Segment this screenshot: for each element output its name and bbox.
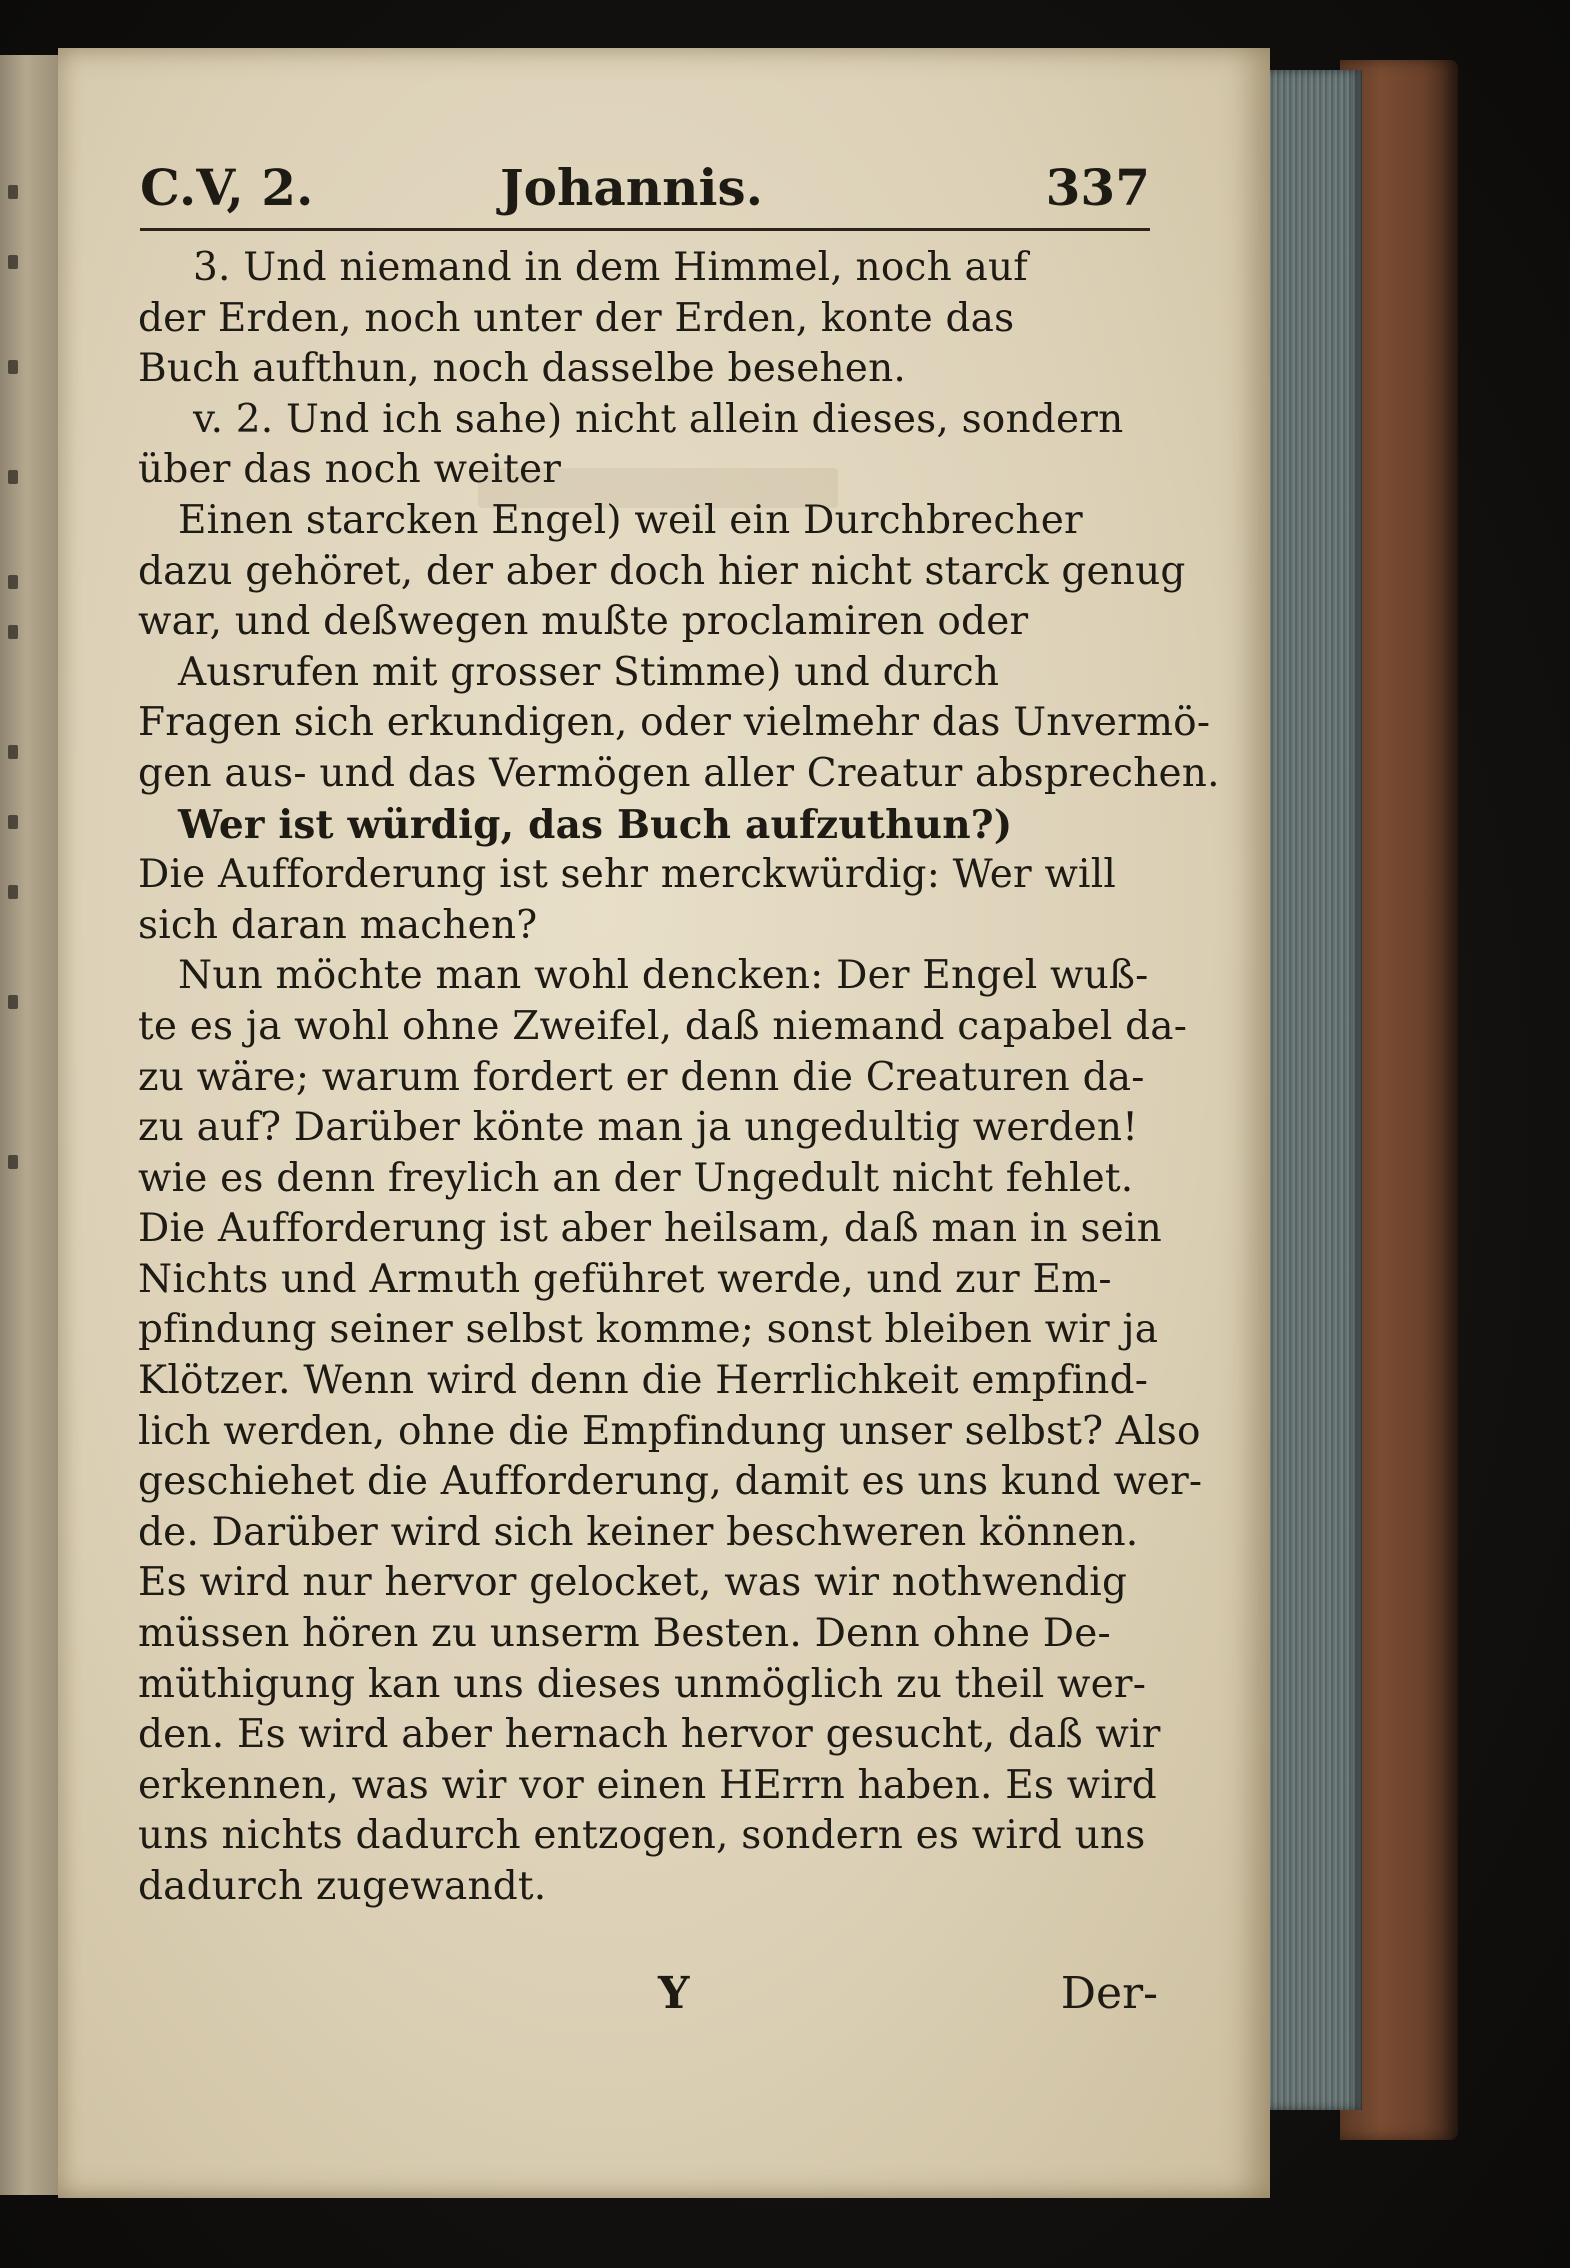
page-footer	[138, 1966, 1158, 2026]
show-through-mark	[8, 815, 18, 829]
show-through-mark	[8, 885, 18, 899]
text-line: Es wird nur hervor gelocket, was wir nothwendig	[138, 1560, 1128, 1606]
text-line: zu auf? Darüber könte man ja ungedultig werden!	[138, 1105, 1139, 1151]
text-line: Wer ist würdig, das Buch aufzuthun?)	[178, 801, 1013, 848]
show-through-mark	[8, 360, 18, 374]
show-through-mark	[8, 255, 18, 269]
text-line: Die Aufforderung ist sehr merckwürdig: Wer will	[138, 852, 1117, 898]
book-title: Johannis.	[500, 158, 764, 217]
text-line: Klötzer. Wenn wird denn die Herrlichkeit empfind-	[138, 1358, 1149, 1404]
body-text	[138, 243, 1220, 1913]
text-line: te es ja wohl ohne Zweifel, daß niemand capabel da-	[138, 1003, 1188, 1049]
text-line: den. Es wird aber hernach hervor gesucht, daß wir	[138, 1712, 1161, 1758]
show-through-mark	[8, 995, 18, 1009]
text-line: über das noch weiter	[138, 447, 562, 493]
catchword: Der-	[1060, 1968, 1158, 2019]
text-line: Einen starcken Engel) weil ein Durchbrecher	[178, 497, 1083, 543]
show-through-mark	[8, 1155, 18, 1169]
text-line: de. Darüber wird sich keiner beschweren können.	[138, 1509, 1139, 1555]
show-through-mark	[8, 625, 18, 639]
text-line: Ausrufen mit grosser Stimme) und durch	[178, 649, 1000, 695]
page-stack-edge	[1262, 70, 1362, 2110]
text-line: dadurch zugewandt.	[138, 1864, 547, 1909]
text-line: sich daran machen?	[138, 902, 538, 948]
text-line: war, und deßwegen mußte proclamiren oder	[138, 599, 1029, 645]
book-page	[58, 48, 1270, 2198]
text-line: uns nichts dadurch entzogen, sondern es wird uns	[138, 1813, 1146, 1859]
show-through-mark	[8, 470, 18, 484]
text-line: dazu gehöret, der aber doch hier nicht starck genug	[138, 548, 1186, 594]
show-through-mark	[8, 185, 18, 199]
show-through-mark	[8, 745, 18, 759]
show-through-mark	[8, 575, 18, 589]
running-head	[140, 158, 1150, 228]
text-line: Nun möchte man wohl dencken: Der Engel wuß-	[178, 953, 1149, 999]
text-line: geschiehet die Aufforderung, damit es uns kund wer-	[138, 1459, 1203, 1505]
chapter-reference: C.V, 2.	[140, 158, 314, 217]
text-line: Buch aufthun, noch dasselbe besehen.	[138, 346, 907, 392]
text-line: 3. Und niemand in dem Himmel, noch auf	[193, 245, 1028, 290]
text-line: erkennen, was wir vor einen HErrn haben. Es wird	[138, 1762, 1157, 1808]
text-line: der Erden, noch unter der Erden, konte das	[138, 295, 1015, 341]
text-line: pfindung seiner selbst komme; sonst bleiben wir ja	[138, 1307, 1159, 1353]
text-line: gen aus- und das Vermögen aller Creatur absprechen.	[138, 750, 1220, 796]
text-line: wie es denn freylich an der Ungedult nicht fehlet.	[138, 1155, 1134, 1201]
text-line: lich werden, ohne die Empfindung unser selbst? Also	[138, 1408, 1201, 1454]
text-line: müthigung kan uns dieses unmöglich zu theil wer-	[138, 1661, 1147, 1707]
header-rule	[140, 228, 1150, 231]
text-line: zu wäre; warum fordert er denn die Creaturen da-	[138, 1054, 1145, 1100]
signature-mark: Y	[658, 1968, 690, 2019]
text-line: Nichts und Armuth geführet werde, und zur Em-	[138, 1256, 1112, 1302]
text-line: müssen hören zu unserm Besten. Denn ohne De-	[138, 1611, 1111, 1657]
previous-page-edge	[0, 55, 61, 2195]
page-number: 337	[1045, 158, 1150, 217]
text-line: v. 2. Und ich sahe) nicht allein dieses, sondern	[193, 396, 1124, 442]
text-line: Fragen sich erkundigen, oder vielmehr das Unvermö-	[138, 700, 1211, 746]
text-line: Die Aufforderung ist aber heilsam, daß man in sein	[138, 1206, 1162, 1252]
